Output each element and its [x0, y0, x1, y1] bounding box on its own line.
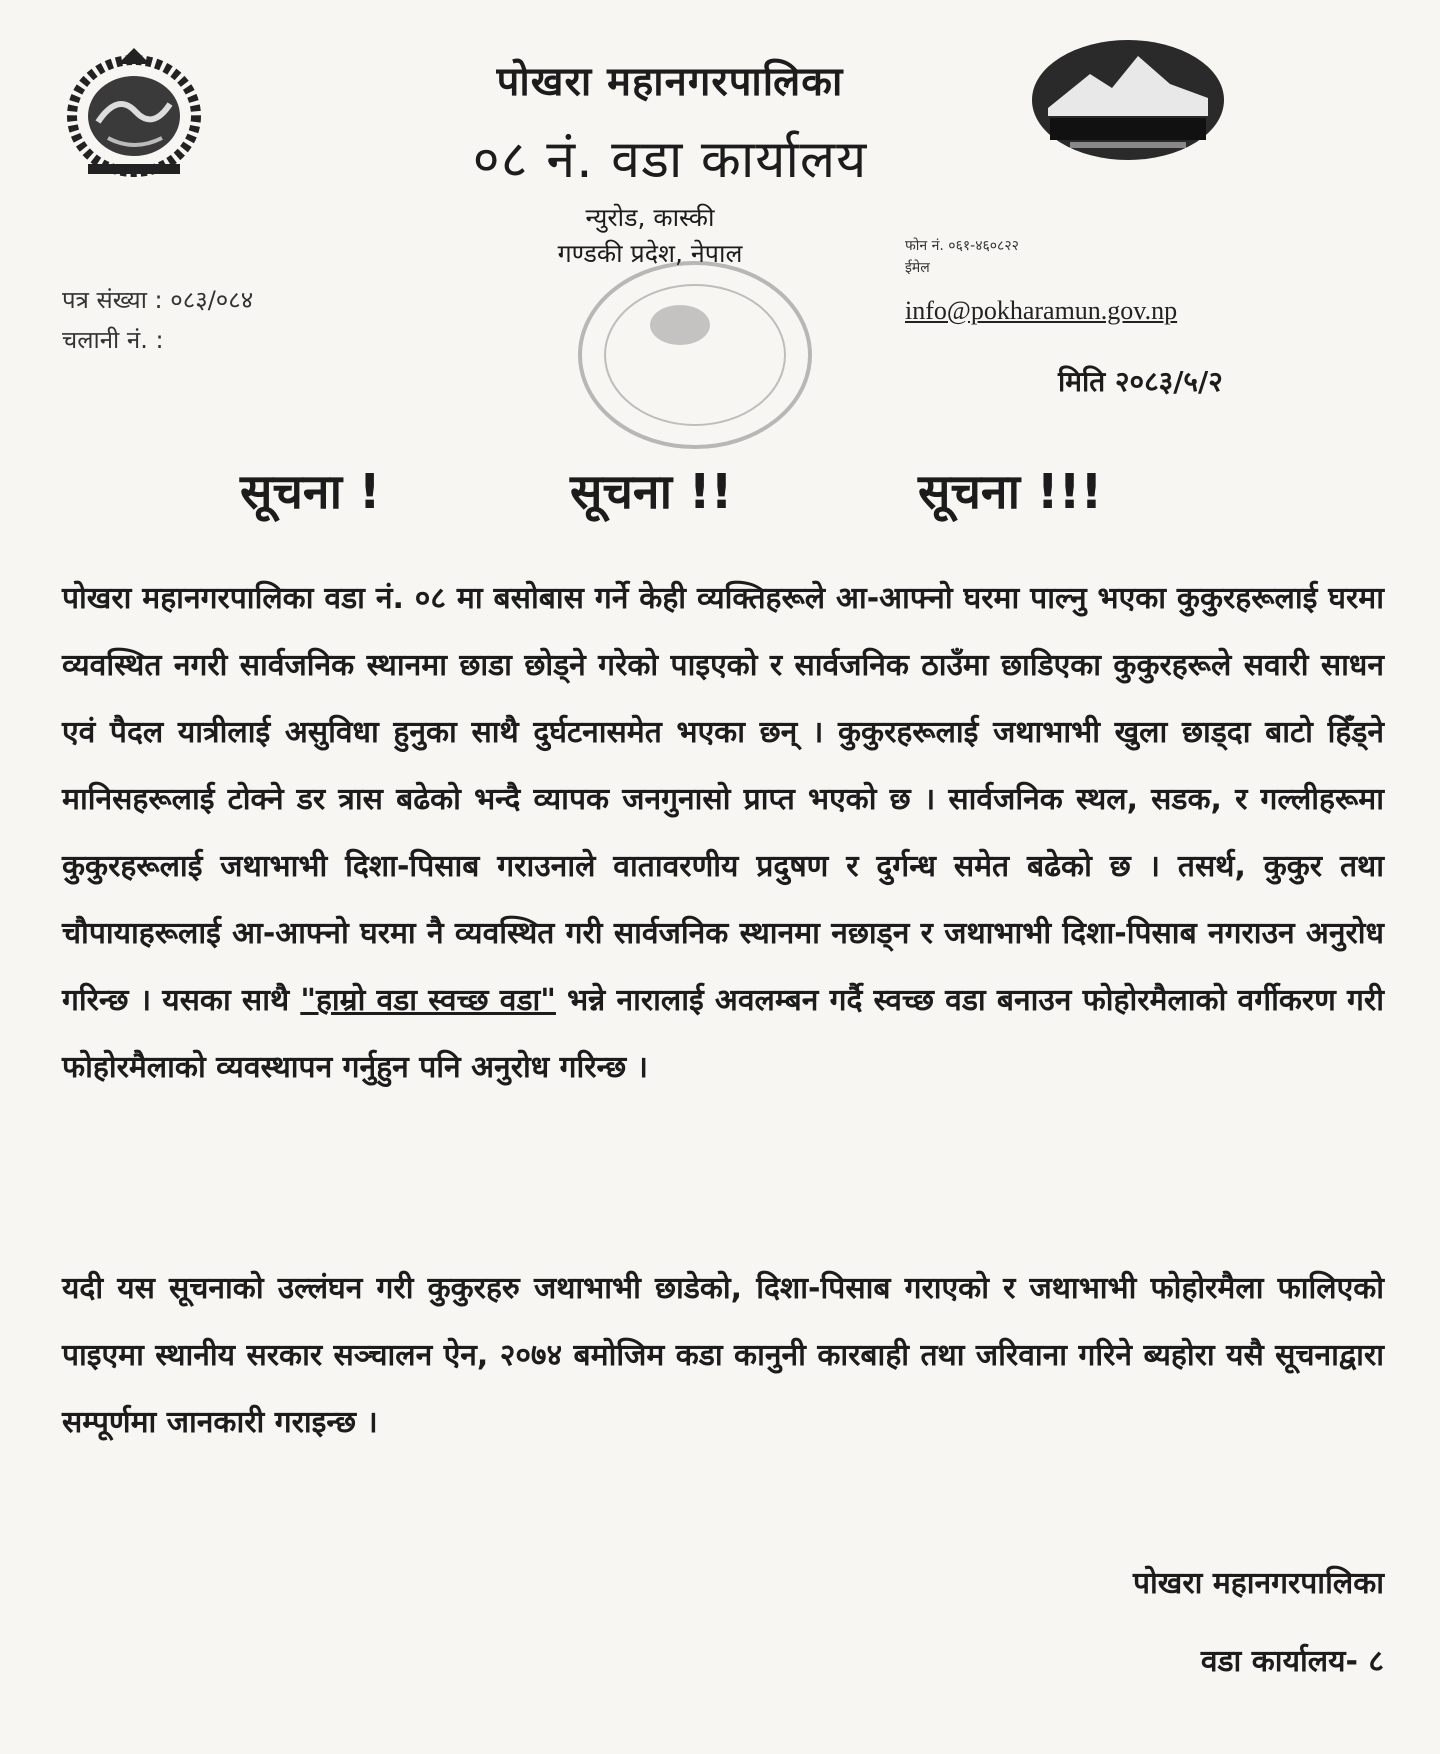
address-line: गण्डकी प्रदेश, नेपाल: [557, 239, 743, 268]
office-stamp-icon: [570, 255, 820, 455]
address-line: न्युरोड, कास्की: [585, 203, 715, 232]
email-label: ईमेल: [905, 260, 930, 276]
email-address: info@pokharamun.gov.np: [905, 296, 1178, 325]
signature-block: [1133, 1545, 1384, 1701]
slogan: "हाम्रो वडा स्वच्छ वडा": [300, 983, 556, 1018]
reference-block: [62, 280, 253, 360]
paragraph-text: पोखरा महानगरपालिका वडा नं. ०८ मा बसोबास गर्ने केही व्यक्तिहरूले आ-आफ्नो घरमा पाल्नु भएका कुकुरहरूलाई घरमा व्यवस्थित नगरी सार्वजनिक स्थानमा छाडा छोड्ने गरेको पाइएको र सार्वजनिक ठाउँमा छाडिएका कुकुरहरूले सवारी साधन एवं पैदल यात्रीलाई असुविधा हुनुका साथै दुर्घटनासमेत भएका छन् । कुकुरहरूलाई जथाभाभी खुला छाड्दा बाटो हिँड्ने मानिसहरूलाई टोक्ने डर त्रास बढेको भन्दै व्यापक जनगुनासो प्राप्त भएको छ । सार्वजनिक स्थल, सडक, र गल्लीहरूमा कुकुरहरूलाई जथाभाभी दिशा-पिसाब गराउनाले वातावरणीय प्रदुषण र दुर्गन्ध समेत बढेको छ । तसर्थ, कुकुर तथा चौपायाहरूलाई आ-आफ्नो घरमा नै व्यवस्थित गरी सार्वजनिक स्थानमा नछाड्न र जथाभाभी दिशा-पिसाब नगराउन अनुरोध गरिन्छ । यसका साथै: [62, 581, 1384, 1018]
org-name: पोखरा महानगरपालिका: [496, 59, 844, 105]
notice-heading: सूचना !!!: [918, 464, 1103, 520]
body-paragraph: यदी यस सूचनाको उल्लंघन गरी कुकुरहरु जथाभाभी छाडेको, दिशा-पिसाब गराएको र जथाभाभी फोहोरमैला फालिएको पाइएमा स्थानीय सरकार सञ्चालन ऐन, २०७४ बमोजिम कडा कानुनी कारबाही तथा जरिवाना गरिने ब्यहोरा यसै सूचनाद्वारा सम्पूर्णमा जानकारी गराइन्छ ।: [62, 1271, 1384, 1440]
reference-number: पत्र संख्या : ०८३/०८४: [62, 286, 254, 314]
municipality-logo-icon: [1030, 38, 1226, 162]
notice-headings: [0, 458, 1440, 528]
notice-heading: सूचना !!: [570, 464, 733, 520]
notice-heading: सूचना !: [240, 464, 381, 520]
letter-date: मिति २०८३/५/२: [1058, 365, 1223, 398]
paragraph-text: भन्ने नारालाई अवलम्बन गर्दै स्वच्छ वडा बनाउन फोहोरमैलाको वर्गीकरण गरी फोहोरमैलाको व्यवस्थापन गर्नुहुन पनि अनुरोध गरिन्छ ।: [62, 983, 1384, 1085]
body-paragraph: [62, 565, 1384, 1101]
signature-office: वडा कार्यालय- ८: [1200, 1644, 1384, 1679]
office-name: ०८ नं. वडा कार्यालय: [472, 130, 868, 190]
phone-number: फोन नं. ०६१-४६०८२२: [905, 238, 1019, 254]
contact-block: [905, 235, 1019, 279]
nepal-emblem-icon: [58, 42, 210, 182]
dispatch-number: चलानी नं. :: [62, 326, 164, 354]
signature-org: पोखरा महानगरपालिका: [1132, 1566, 1384, 1601]
